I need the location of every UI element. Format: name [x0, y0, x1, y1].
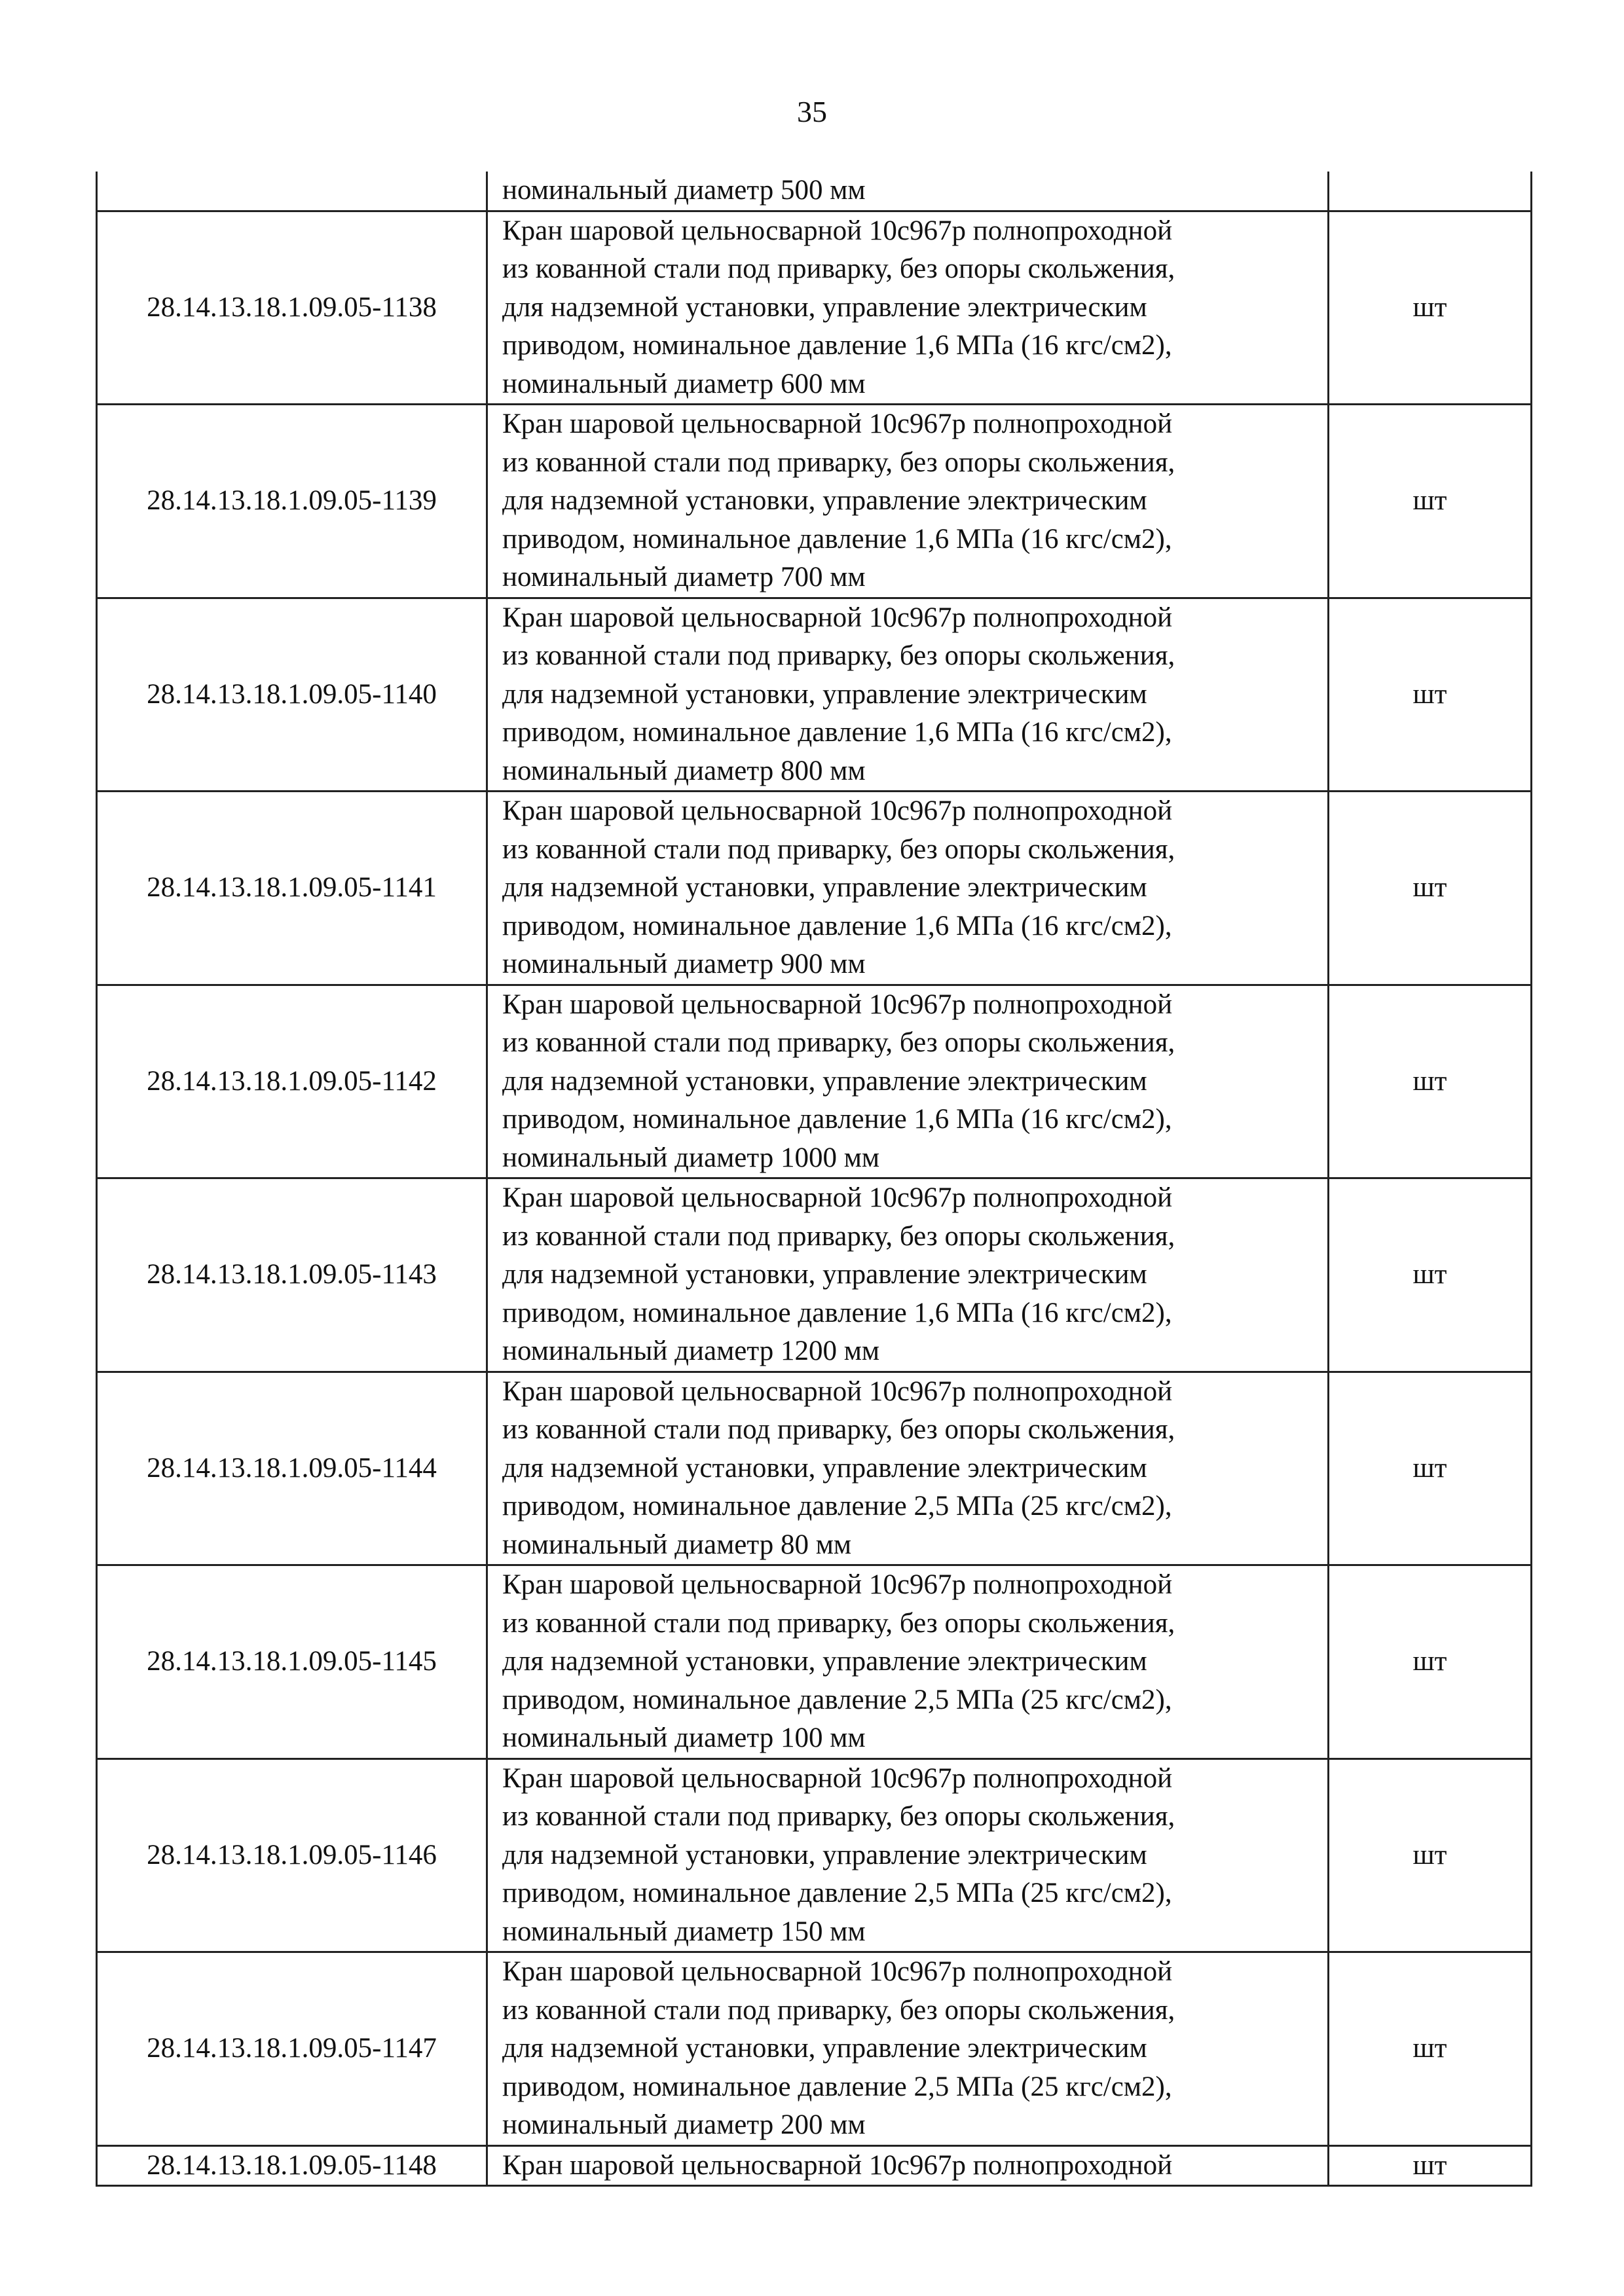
table-row [97, 211, 1532, 405]
item-description-line: приводом, номинальное давление 1,6 МПа (16 кгс/см2), [502, 523, 1172, 555]
item-unit-cell: шт [1329, 2145, 1532, 2186]
item-description-line: для надземной установки, управление электрическим [502, 485, 1147, 516]
item-description-line: номинальный диаметр 800 мм [502, 755, 866, 786]
item-description-line: из кованной стали под приварку, без опоры скольжения, [502, 1994, 1175, 2026]
table-row [97, 985, 1532, 1178]
item-code-cell: 28.14.13.18.1.09.05-1142 [97, 985, 487, 1178]
item-description-line: для надземной установки, управление электрическим [502, 678, 1147, 710]
item-unit-cell: шт [1329, 985, 1532, 1178]
item-description-line: номинальный диаметр 150 мм [502, 1916, 866, 1947]
item-code-cell: 28.14.13.18.1.09.05-1141 [97, 792, 487, 985]
item-description-line: Кран шаровой цельносварной 10с967р полнопроходной [502, 1376, 1173, 1407]
item-unit-cell: шт [1329, 1952, 1532, 2146]
items-table [96, 172, 1532, 2187]
table-row [97, 405, 1532, 598]
item-description-line: из кованной стали под приварку, без опоры скольжения, [502, 1801, 1175, 1832]
item-description-line: для надземной установки, управление электрическим [502, 2033, 1147, 2064]
item-description-line: приводом, номинальное давление 2,5 МПа (25 кгс/см2), [502, 2071, 1172, 2102]
item-description-line: для надземной установки, управление электрическим [502, 872, 1147, 903]
item-description-cell [487, 1372, 1329, 1565]
item-code-cell: 28.14.13.18.1.09.05-1144 [97, 1372, 487, 1565]
item-description-cell [487, 985, 1329, 1178]
item-description-line: для надземной установки, управление электрическим [502, 1839, 1147, 1870]
item-unit-cell: шт [1329, 1565, 1532, 1759]
item-code-cell: 28.14.13.18.1.09.05-1147 [97, 1952, 487, 2146]
item-description-line: для надземной установки, управление электрическим [502, 1065, 1147, 1097]
item-description-line: номинальный диаметр 100 мм [502, 1722, 866, 1753]
item-description-line: приводом, номинальное давление 1,6 МПа (16 кгс/см2), [502, 1104, 1172, 1135]
item-description-line: приводом, номинальное давление 2,5 МПа (25 кгс/см2), [502, 1684, 1172, 1715]
item-description-line: номинальный диаметр 700 мм [502, 562, 866, 592]
item-description-line: приводом, номинальное давление 2,5 МПа (25 кгс/см2), [502, 1878, 1172, 1908]
table-row [97, 1565, 1532, 1759]
item-description-line: Кран шаровой цельносварной 10с967р полнопроходной [502, 1762, 1173, 1794]
item-description-line: из кованной стали под приварку, без опоры скольжения, [502, 1220, 1175, 1252]
item-unit-cell [1329, 172, 1532, 211]
item-description-line: Кран шаровой цельносварной 10с967р полнопроходной [502, 795, 1173, 826]
item-description-line: Кран шаровой цельносварной 10с967р полнопроходной [502, 989, 1173, 1020]
item-description-cell [487, 172, 1329, 211]
item-description-line: Кран шаровой цельносварной 10с967р полнопроходной [502, 602, 1173, 633]
item-unit-cell: шт [1329, 792, 1532, 985]
item-description-cell [487, 598, 1329, 792]
item-unit-cell: шт [1329, 405, 1532, 598]
item-description-line: из кованной стали под приварку, без опоры скольжения, [502, 446, 1175, 478]
table-row [97, 598, 1532, 792]
item-code-cell: 28.14.13.18.1.09.05-1140 [97, 598, 487, 792]
item-description-line: для надземной установки, управление электрическим [502, 291, 1147, 323]
item-code-cell: 28.14.13.18.1.09.05-1145 [97, 1565, 487, 1759]
item-description-line: для надземной установки, управление электрическим [502, 1646, 1147, 1677]
item-description-line: номинальный диаметр 80 мм [502, 1529, 852, 1560]
item-description-line: номинальный диаметр 500 мм [502, 175, 866, 206]
item-code-cell: 28.14.13.18.1.09.05-1143 [97, 1178, 487, 1372]
item-description-line: приводом, номинальное давление 1,6 МПа (16 кгс/см2), [502, 330, 1172, 361]
item-description-line: из кованной стали под приварку, без опоры скольжения, [502, 640, 1175, 671]
item-description-line: приводом, номинальное давление 1,6 МПа (16 кгс/см2), [502, 910, 1172, 941]
item-description-cell [487, 405, 1329, 598]
item-unit-cell: шт [1329, 1372, 1532, 1565]
item-description-line: приводом, номинальное давление 1,6 МПа (16 кгс/см2), [502, 1297, 1172, 1328]
item-code-cell: 28.14.13.18.1.09.05-1148 [97, 2145, 487, 2186]
item-description-line: Кран шаровой цельносварной 10с967р полнопроходной [502, 2149, 1173, 2181]
item-description-cell [487, 2145, 1329, 2186]
item-description-cell [487, 1178, 1329, 1372]
item-unit-cell: шт [1329, 1178, 1532, 1372]
table-row [97, 1952, 1532, 2146]
item-description-line: из кованной стали под приварку, без опоры скольжения, [502, 833, 1175, 865]
item-description-line: из кованной стали под приварку, без опоры скольжения, [502, 1607, 1175, 1639]
item-description-line: приводом, номинальное давление 2,5 МПа (25 кгс/см2), [502, 1491, 1172, 1522]
page-number: 35 [797, 95, 827, 128]
item-description-cell [487, 1758, 1329, 1952]
item-description-cell [487, 792, 1329, 985]
item-description-line: Кран шаровой цельносварной 10с967р полнопроходной [502, 1569, 1173, 1600]
item-code-cell: 28.14.13.18.1.09.05-1146 [97, 1758, 487, 1952]
item-description-line: номинальный диаметр 200 мм [502, 2109, 866, 2140]
table-row [97, 1758, 1532, 1952]
table-row [97, 2145, 1532, 2186]
item-description-line: из кованной стали под приварку, без опоры скольжения, [502, 1414, 1175, 1445]
item-code-cell [97, 172, 487, 211]
item-unit-cell: шт [1329, 598, 1532, 792]
item-code-cell: 28.14.13.18.1.09.05-1139 [97, 405, 487, 598]
item-description-cell [487, 1952, 1329, 2146]
table-row [97, 792, 1532, 985]
item-description-line: номинальный диаметр 1200 мм [502, 1336, 880, 1366]
item-unit-cell: шт [1329, 1758, 1532, 1952]
item-description-line: Кран шаровой цельносварной 10с967р полнопроходной [502, 215, 1173, 246]
item-description-line: Кран шаровой цельносварной 10с967р полнопроходной [502, 409, 1173, 439]
item-unit-cell: шт [1329, 211, 1532, 405]
item-description-cell [487, 1565, 1329, 1759]
item-description-line: приводом, номинальное давление 1,6 МПа (16 кгс/см2), [502, 717, 1172, 748]
item-description-line: Кран шаровой цельносварной 10с967р полнопроходной [502, 1956, 1173, 1987]
table-row [97, 1372, 1532, 1565]
table-row-continuation [97, 172, 1532, 211]
table-row [97, 1178, 1532, 1372]
item-description-cell [487, 211, 1329, 405]
item-description-line: номинальный диаметр 900 мм [502, 949, 866, 979]
item-description-line: номинальный диаметр 600 мм [502, 368, 866, 399]
item-description-line: для надземной установки, управление электрическим [502, 1452, 1147, 1484]
item-description-line: номинальный диаметр 1000 мм [502, 1142, 880, 1173]
item-description-line: для надземной установки, управление электрическим [502, 1259, 1147, 1290]
item-description-line: из кованной стали под приварку, без опоры скольжения, [502, 1027, 1175, 1058]
item-description-line: Кран шаровой цельносварной 10с967р полнопроходной [502, 1182, 1173, 1213]
item-description-line: из кованной стали под приварку, без опоры скольжения, [502, 253, 1175, 284]
items-table-body [97, 172, 1532, 2186]
item-code-cell: 28.14.13.18.1.09.05-1138 [97, 211, 487, 405]
